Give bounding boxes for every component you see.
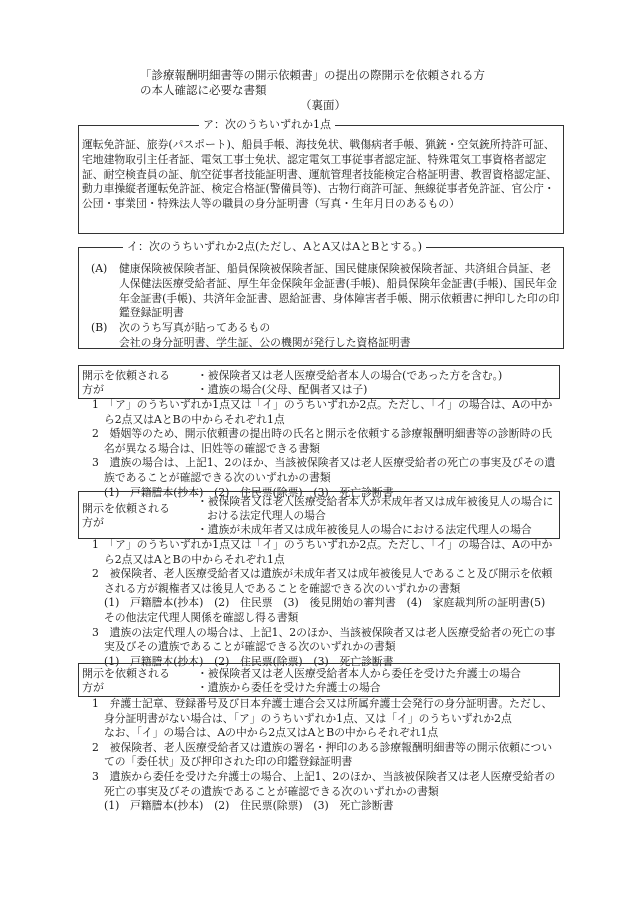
section-1-cases [197, 369, 557, 397]
section-2-item-2: 2 被保険者、老人医療受給者又は遺族が未成年者又は成年被後見人であること及び開示を依頼される方が親権者又は後見人であることを確認できる次のいずれかの書類 [92, 567, 553, 595]
section-2-case-1: ・被保険者又は老人医療受給者本人が未成年者又は成年被後見人の場合における法定代理人の場合 [197, 495, 554, 522]
category-a-list: 運転免許証、旅券(パスポート)、船員手帳、海技免状、戦傷病者手帳、猟銃・空気銃所持許可証、宅地建物取引主任者証、電気工事士免状、認定電気工事従事者認定証、特殊電気工事資格者認定証、耐空検査員の証、航空従事者技能証明書、運航管理者技能検定合格証明書、教習資格認定証、動力車操縦者運転免許証、検定合格証(警備員等)、古物行商許可証、無線従事者免許証、官公庁・公団・事業団・特殊法人等の職員の身分証明書（写真・生年月日のあるもの） [82, 138, 558, 211]
section-3-case-2: ・遺族から委任を受けた弁護士の場合 [197, 681, 381, 694]
section-3-label [82, 667, 192, 695]
section-2-label [82, 502, 192, 530]
section-2-label-line2: 方が [82, 516, 104, 529]
group-b-text: 次のうち写真が貼ってあるもの [119, 321, 271, 335]
category-b-box [78, 240, 564, 349]
section-1-item-1: 1 「ア」のうちいずれか1点又は「イ」のうちいずれか2点。ただし、「イ」の場合は、Aの中から2点又はAとBの中からそれぞれ1点 [92, 398, 553, 426]
document-title [140, 68, 520, 98]
section-1-item-2: 2 婚姻等のため、開示依頼書の提出時の氏名と開示を依頼する診療報酬明細書等の診断時の氏名が異なる場合は、旧姓等の確認できる書類 [92, 427, 552, 455]
section-3-cases [197, 667, 557, 695]
title-line-2: の本人確認に必要な書類 [140, 83, 267, 97]
section-1-header [78, 365, 560, 399]
group-b [91, 321, 560, 336]
section-3-label-line1: 開示を依頼される [82, 667, 170, 680]
section-2-item-3-list: (1) 戸籍謄本(抄本) (2) 住民票(除票) (3) 死亡診断書 [104, 654, 394, 668]
section-3-header [78, 663, 560, 697]
section-3-case-1: ・被保険者又は老人医療受給者本人から委任を受けた弁護士の場合 [197, 667, 521, 680]
group-a-text: 健康保険被保険者証、船員保険被保険者証、国民健康保険被保険者証、共済組合員証、老人保健法医療受給者証、厚生年金保険年金証書(手帳)、船員保険年金証書(手帳)、国民年金年金証書(手帳)、共済年金証書、恩給証書、身体障害者手帳、開示依頼書に押印した印の印鑑登録証明書 [119, 262, 560, 320]
section-1-body [78, 398, 558, 500]
section-1-label [82, 369, 192, 397]
section-2-case-2: ・遺族が未成年者又は成年被後見人の場合における法定代理人の場合 [197, 523, 532, 536]
category-b-legend: イ：次のうちいずれか2点(ただし、AとA又はAとBとする。) [123, 239, 426, 255]
section-1-case-2: ・遺族の場合(父母、配偶者又は子) [197, 383, 368, 396]
section-2-body [78, 538, 558, 669]
section-3-item-3-list: (1) 戸籍謄本(抄本) (2) 住民票(除票) (3) 死亡診断書 [104, 799, 394, 813]
group-a [91, 262, 560, 321]
section-3-item-3: 3 遺族から委任を受けた弁護士の場合、上記1、2のほか、当該被保険者又は老人医療受給者の死亡の事実及びその遺族であることが確認できる次のいずれかの書類 [92, 769, 556, 798]
group-a-label: (A) [91, 262, 108, 275]
section-1-label-line2: 方が [82, 383, 104, 396]
reverse-side-label: （裏面） [300, 98, 346, 112]
section-1-case-1: ・被保険者又は老人医療受給者本人の場合(であった方を含む。) [197, 369, 503, 382]
category-b-content [91, 262, 560, 351]
section-3-label-line2: 方が [82, 681, 104, 694]
section-1-item-3-list: (1) 戸籍謄本(抄本) (2) 住民票(除票) (3) 死亡診断書 [104, 485, 394, 499]
section-2-item-3: 3 遺族の法定代理人の場合は、上記1、2のほか、当該被保険者又は老人医療受給者の死亡の事実及びその遺族であることが確認できる次のいずれかの書類 [92, 625, 556, 654]
section-3-item-2: 2 被保険者、老人医療受給者又は遺族の署名・押印のある診療報酬明細書等の開示依頼についての「委任状」及び押印された印の印鑑登録証明書 [92, 740, 553, 769]
section-2-item-1: 1 「ア」のうちいずれか1点又は「イ」のうちいずれか2点。ただし、「イ」の場合は、Aの中から2点又はAとBの中からそれぞれ1点 [92, 538, 553, 566]
section-2-header [78, 491, 560, 539]
category-a-legend: ア：次のうちいずれか1点 [199, 117, 335, 133]
section-2-label-line1: 開示を依頼される [82, 502, 170, 515]
title-line-1: 「診療報酬明細書等の開示依頼書」の提出の際開示を依頼される方 [140, 68, 485, 82]
section-2-cases [197, 495, 557, 537]
group-b-sub: 会社の身分証明書、学生証、公の機関が発行した資格証明書 [119, 335, 411, 349]
section-1-label-line1: 開示を依頼される [82, 369, 170, 382]
group-b-label: (B) [91, 321, 108, 335]
section-1-item-3: 3 遺族の場合は、上記1、2のほか、当該被保険者又は老人医療受給者の死亡の事実及びその遺族であることが確認できる次のいずれかの書類 [92, 456, 556, 484]
section-3-item-1-note: なお、「イ」の場合は、Aの中から2点又はAとBの中からそれぞれ1点 [104, 726, 439, 740]
section-3-item-1: 1 弁護士記章、登録番号及び日本弁護士連合会又は所属弁護士会発行の身分証明書。ただし、身分証明書がない場合は、「ア」のうちいずれか1点、又は「イ」のうちいずれか2点 [92, 697, 553, 725]
category-a-box [78, 118, 564, 234]
section-2-item-2-list: (1) 戸籍謄本(抄本) (2) 住民票 (3) 後見開始の審判書 (4) 家庭裁判所の証明書(5) その他法定代理人関係を確認し得る書類 [104, 596, 556, 624]
section-3-body [78, 697, 558, 814]
